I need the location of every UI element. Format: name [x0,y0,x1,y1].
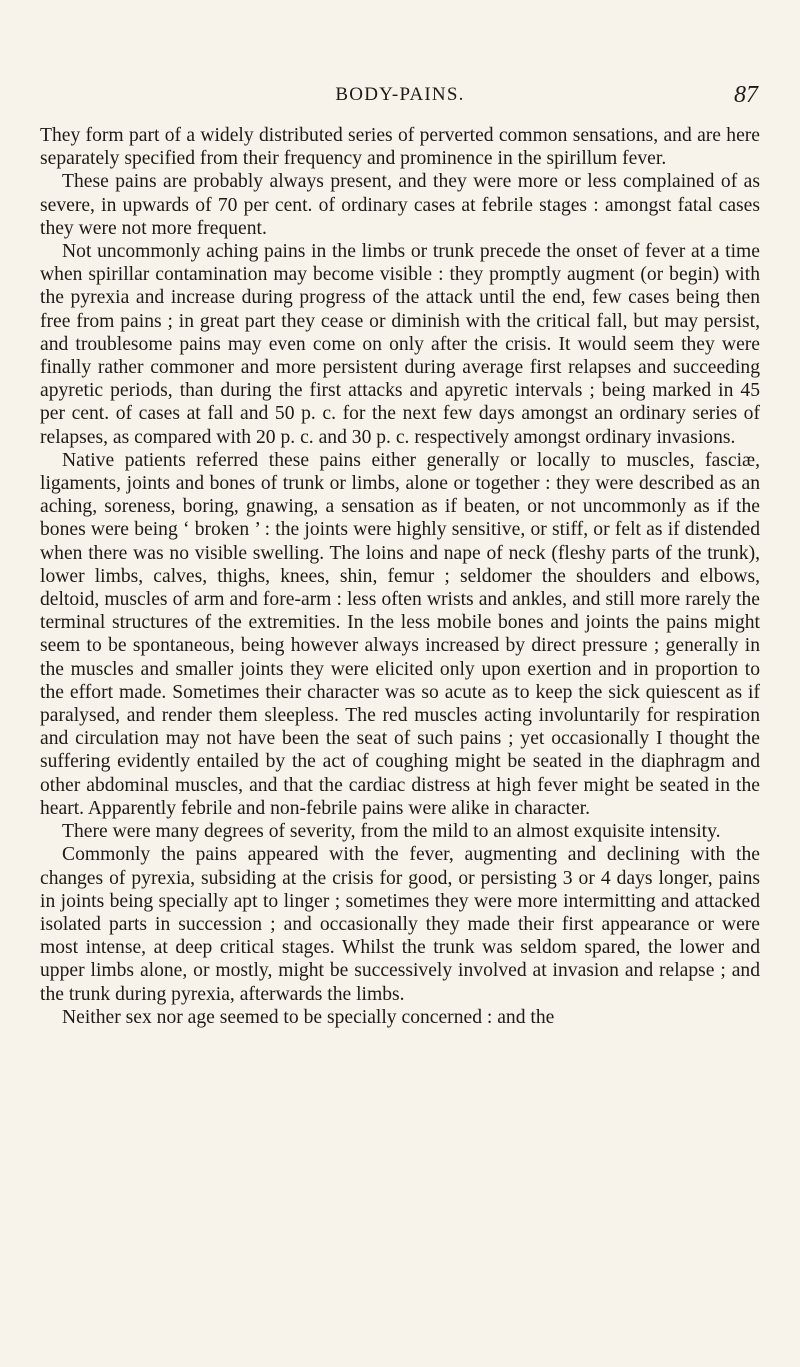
running-head [40,84,760,114]
paragraph: These pains are probably always present, and they were more or less complained of as severe, in upwards of 70 per cent. of ordinary cases at febrile stages : amongst fatal cases they were not more frequent. [40,171,760,239]
paragraph: Commonly the pains appeared with the fever, augmenting and declining with the changes of pyrexia, subsiding at the crisis for good, or persisting 3 or 4 days longer, pains in joints being specially apt to linger ; sometimes they were more intermitting and attacked isolated parts in succession ; and occasionally they made their first appearance or were most intense, at deep critical stages. Whilst the trunk was seldom spared, the lower and upper limbs alone, or mostly, might be successively involved at invasion and relapse ; and the trunk during pyrexia, afterwards the limbs. [40,844,760,1005]
page-number: 87 [734,82,758,108]
paragraph: Native patients referred these pains either generally or locally to muscles, fasciæ, ligaments, joints and bones of trunk or limbs, alone or together : they were described as an aching, soreness, boring, gnawing, a sensation as if beaten, or not uncommonly as if the bones were being ‘ broken ’ : the joints were highly sensitive, or stiff, or felt as if distended when there was no visible swelling. The loins and nape of neck (fleshy parts of the trunk), lower limbs, calves, thighs, knees, shin, femur ; seldomer the shoulders and elbows, deltoid, muscles of arm and fore-arm : less often wrists and ankles, and still more rarely the terminal structures of the extremities. In the less mobile bones and joints the pains might seem to be spontaneous, being however always increased by direct pressure ; generally in the muscles and smaller joints they were elicited only upon exertion and in proportion to the effort made. Sometimes their character was so acute as to keep the sick quiescent as if paralysed, and render them sleepless. The red muscles acting involuntarily for respiration and circulation may not have been the seat of such pains ; yet occasionally I thought the suffering evidently entailed by the act of coughing might be seated in the diaphragm and other abdominal muscles, and that the cardiac distress at high fever might be seated in the heart. Apparently febrile and non-febrile pains were alike in character. [40,449,760,819]
body-text [40,124,760,1029]
paragraph: They form part of a widely distributed series of perverted common sensations, and are here separately specified from their frequency and prominence in the spirillum fever. [40,125,760,170]
paragraph: Neither sex nor age seemed to be specially concerned : and the [62,1006,555,1028]
paragraph: Not uncommonly aching pains in the limbs or trunk precede the onset of fever at a time when spirillar contamination may become visible : they promptly augment (or begin) with the pyrexia and increase during progress of the attack until the end, few cases being then free from pains ; in great part they cease or diminish with the critical fall, but may persist, and troublesome pains may even come on only after the crisis. It would seem they were finally rather commoner and more persistent during average first relapses and succeeding apyretic periods, than during the first attacks and apyretic intervals ; being marked in 45 per cent. of cases at fall and 50 p. c. for the next few days amongst an ordinary series of relapses, as compared with 20 p. c. and 30 p. c. respectively amongst ordinary invasions. [40,241,760,448]
running-title: BODY-PAINS. [335,84,465,105]
paragraph: There were many degrees of severity, from the mild to an almost exquisite intensity. [62,821,721,843]
